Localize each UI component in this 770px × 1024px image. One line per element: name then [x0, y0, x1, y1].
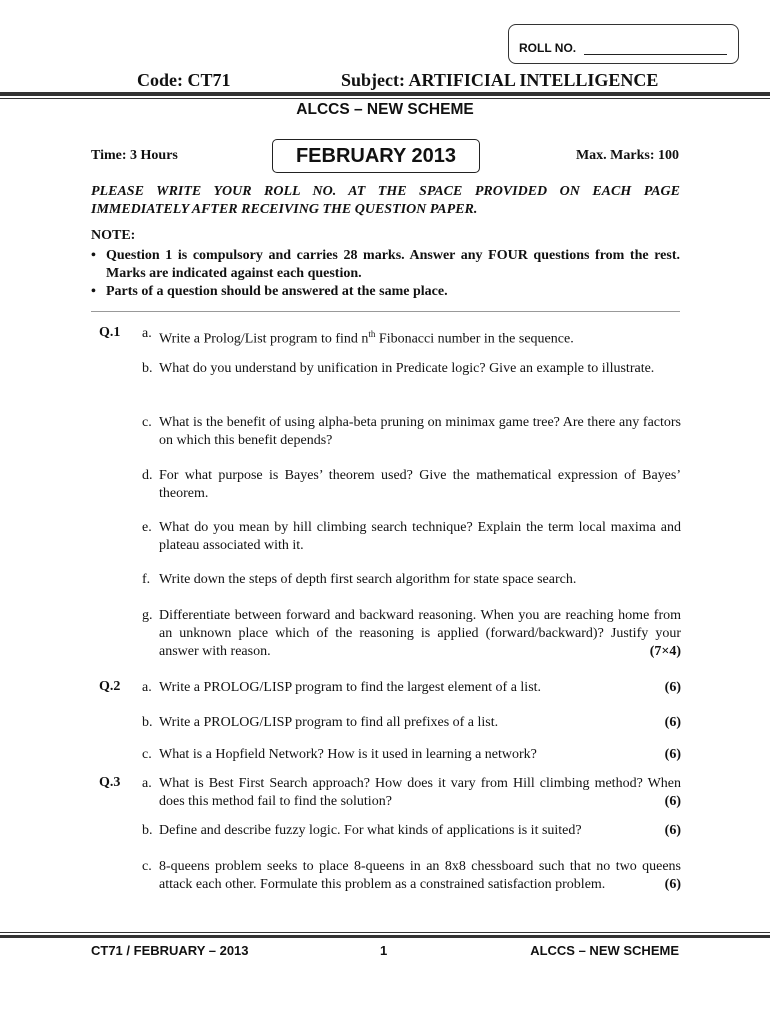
question-part — [142, 519, 681, 555]
part-marks: (6) — [664, 794, 681, 809]
footer-rule-thin — [0, 932, 770, 933]
question-part — [142, 746, 681, 764]
part-text: What do you understand by unification in Predicate logic? Give an example to illustrate. — [159, 361, 655, 376]
question-part — [142, 822, 681, 840]
question-part — [142, 571, 681, 589]
question-number: Q.1 — [99, 325, 121, 340]
question-part — [142, 360, 681, 378]
part-marks: (6) — [664, 823, 681, 838]
header-rule-thick — [0, 92, 770, 96]
section-divider — [91, 311, 680, 312]
part-letter: c. — [142, 747, 152, 762]
roll-instruction: PLEASE WRITE YOUR ROLL NO. AT THE SPACE PROVIDED ON EACH PAGE IMMEDIATELY AFTER RECEIVING THE QUESTION PAPER. — [91, 184, 680, 217]
part-letter: a. — [142, 680, 152, 695]
part-text: Define and describe fuzzy logic. For what kinds of applications is it suited? — [159, 823, 582, 838]
part-letter: b. — [142, 823, 153, 838]
header-rule-thin — [0, 98, 770, 99]
part-letter: a. — [142, 326, 152, 341]
question-part — [142, 775, 681, 811]
question-part — [142, 607, 681, 661]
part-text: What is Best First Search approach? How does it vary from Hill climbing method? When does this method fail to find the solution? — [159, 776, 681, 809]
question-part — [142, 714, 681, 732]
question-number: Q.3 — [99, 775, 121, 790]
question-part — [142, 467, 681, 503]
part-letter: d. — [142, 468, 153, 483]
question-part — [142, 858, 681, 894]
roll-number-blank — [584, 54, 727, 55]
question-part: a. Write a Prolog/List program to find $n^{th}$ Fibonacci number in the sequence. — [142, 326, 574, 347]
bullet-icon: • — [91, 284, 96, 299]
course-code: Code: CT71 — [137, 70, 231, 90]
part-letter: f. — [142, 572, 151, 587]
question-number: Q.2 — [99, 679, 121, 694]
part-marks: (7×4) — [649, 644, 681, 659]
note-item: • Parts of a question should be answered at the same place. — [91, 284, 448, 299]
part-text: What do you mean by hill climbing search technique? Explain the term local maxima and plateau associated with it. — [159, 520, 681, 553]
note-list — [91, 247, 680, 302]
part-letter: b. — [142, 361, 153, 376]
subject-title: Subject: ARTIFICIAL INTELLIGENCE — [341, 70, 659, 90]
question-part — [142, 679, 681, 697]
part-text: Write a PROLOG/LISP program to find the largest element of a list. — [159, 680, 542, 695]
part-marks: (6) — [664, 877, 681, 892]
scheme-title: ALCCS – NEW SCHEME — [296, 101, 474, 118]
exam-time: Time: 3 Hours — [91, 148, 178, 163]
part-marks: (6) — [664, 747, 681, 762]
part-letter: c. — [142, 859, 152, 874]
roll-number-label: ROLL NO. — [519, 41, 577, 55]
part-letter: e. — [142, 520, 152, 535]
part-text: Write a PROLOG/LISP program to find all prefixes of a list. — [159, 715, 499, 730]
part-text: What is a Hopfield Network? How is it used in learning a network? — [159, 747, 537, 762]
exam-month: FEBRUARY 2013 — [272, 139, 480, 173]
part-text: 8-queens problem seeks to place 8-queens in an 8x8 chessboard such that no two queens attack each other. Formulate this problem as a constrained satisfaction problem. — [159, 859, 681, 892]
bullet-icon: • — [91, 248, 96, 263]
question-part — [142, 414, 681, 450]
footer-rule-thick — [0, 935, 770, 938]
part-letter: g. — [142, 608, 153, 623]
max-marks: Max. Marks: 100 — [575, 148, 679, 163]
part-letter: b. — [142, 715, 153, 730]
part-text: What is the benefit of using alpha-beta pruning on minimax game tree? Are there any factors on which this benefit depends? — [159, 415, 681, 448]
part-marks: (6) — [664, 680, 681, 695]
note-title: NOTE: — [91, 228, 136, 243]
part-letter: c. — [142, 415, 152, 430]
part-text: Differentiate between forward and backward reasoning. When you are reaching home from an unknown place which of the reasoning is applied (forward/backward)? Justify your answer with reason. — [159, 608, 681, 659]
part-letter: a. — [142, 776, 152, 791]
page-number: 1 — [380, 943, 388, 958]
footer-right: ALCCS – NEW SCHEME — [530, 943, 679, 958]
part-text: Write down the steps of depth first search algorithm for state space search. — [159, 572, 577, 587]
part-text: For what purpose is Bayes’ theorem used? Give the mathematical expression of Bayes’ theorem. — [159, 468, 681, 501]
part-marks: (6) — [664, 715, 681, 730]
note-item: • Question 1 is compulsory and carries 28 marks. Answer any FOUR questions from the rest. Marks are indicated against each question. — [91, 248, 680, 281]
footer-left: CT71 / FEBRUARY – 2013 — [91, 943, 249, 958]
